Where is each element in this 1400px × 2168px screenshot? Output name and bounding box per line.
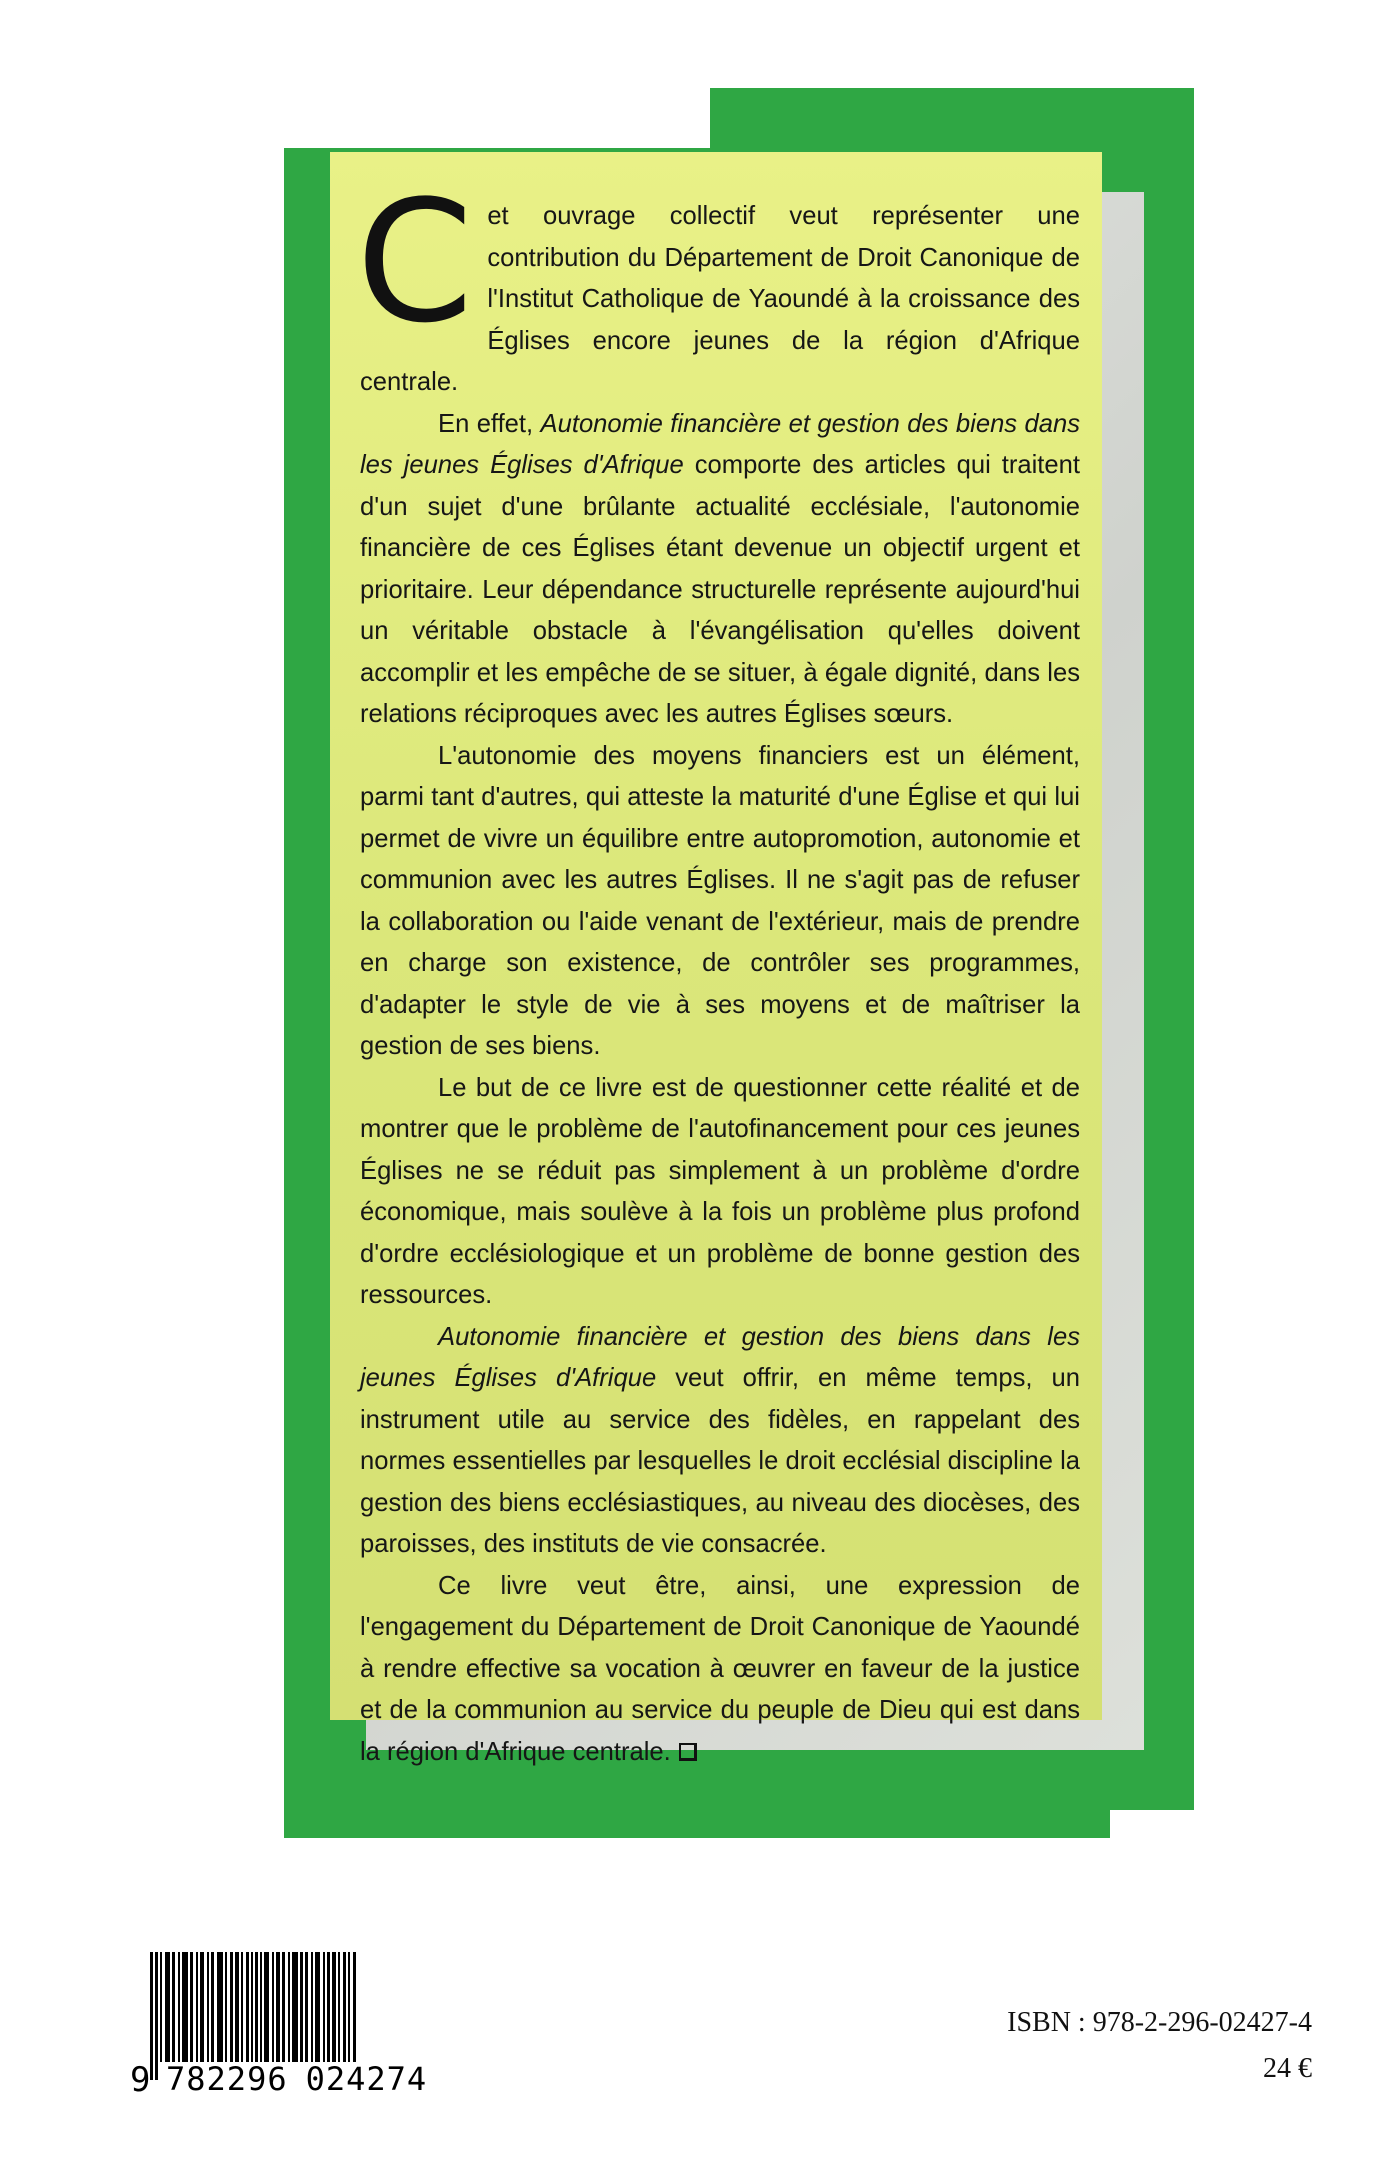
- book-title-italic: Autonomie financière et gestion des biens dans les jeunes Églises d'Afrique: [360, 1322, 1080, 1392]
- paragraph-text: Ce livre veut être, ainsi, une expression de l'engagement du Département de Droit Canonique de Yaoundé à rendre effective sa vocation à œuvrer en faveur de la justice et de la communion au service du peuple de Dieu qui est dans la région d'Afrique centrale.: [360, 1571, 1080, 1766]
- barcode-digits: [166, 2060, 427, 2098]
- paragraph: [356, 164, 1080, 404]
- book-title-italic: Autonomie financière et gestion des biens dans les jeunes Églises d'Afrique: [360, 409, 1080, 479]
- paragraph: [360, 1068, 1080, 1317]
- paragraph: [360, 736, 1080, 1068]
- price: 24 €: [1263, 2053, 1312, 2084]
- barcode-bars: [150, 1952, 358, 2062]
- barcode-digit-group-2: 024274: [305, 2060, 428, 2098]
- paragraph-text: veut offrir, en même temps, un instrument utile au service des fidèles, en rappelant des normes essentielles par lesquelles le droit ecclésial discipline la gestion des biens ecclésiastiques, au niveau des diocèses, des paroisses, des instituts de vie consacrée.: [360, 1364, 1080, 1558]
- paragraph-text: Le but de ce livre est de questionner cette réalité et de montrer que le problème de l'autofinancement pour ces jeunes Églises ne se réduit pas simplement à un problème d'ordre économique, mais soulève à la fois un problème plus profond d'ordre ecclésiologique et un problème de bonne gestion des ressources.: [360, 1073, 1080, 1309]
- paragraph-text: et ouvrage collectif veut représenter une contribution du Département de Droit Canonique de l'Institut Catholique de Yaoundé à la croissance des Églises encore jeunes de la région d'Afrique centrale.: [360, 202, 1080, 396]
- barcode-lead-digit: 9: [130, 2060, 151, 2100]
- back-cover-text: [356, 164, 1080, 1773]
- paragraph: [360, 1317, 1080, 1566]
- paragraph: [360, 1566, 1080, 1774]
- end-mark-icon: [679, 1743, 697, 1761]
- paragraph-text: L'autonomie des moyens financiers est un élément, parmi tant d'autres, qui atteste la maturité d'une Église et qui lui permet de vivre un équilibre entre autopromotion, autonomie et communion avec les autres Églises. Il ne s'agit pas de refuser la collaboration ou l'aide venant de l'extérieur, mais de prendre en charge son existence, de contrôler ses programmes, d'adapter le style de vie à ses moyens et de maîtriser la gestion de ses biens.: [360, 741, 1080, 1060]
- paragraph-text: En effet,: [438, 409, 541, 438]
- isbn-block: [1007, 2000, 1312, 2092]
- barcode-gap: [356, 1952, 358, 2062]
- barcode: [150, 1952, 358, 2062]
- isbn-number: ISBN : 978-2-296-02427-4: [1007, 2007, 1312, 2038]
- paragraph-text: comporte des articles qui traitent d'un sujet d'une brûlante actualité ecclésiale, l'autonomie financière de ces Églises étant devenue un objectif urgent et prioritaire. Leur dépendance structurelle représente aujourd'hui un véritable obstacle à l'évangélisation qu'elles doivent accomplir et les empêche de se situer, à égale dignité, dans les relations réciproques avec les autres Églises sœurs.: [360, 451, 1080, 728]
- drop-cap: C: [356, 164, 474, 360]
- paragraph: [360, 404, 1080, 736]
- barcode-digit-group-1: 782296: [166, 2060, 288, 2098]
